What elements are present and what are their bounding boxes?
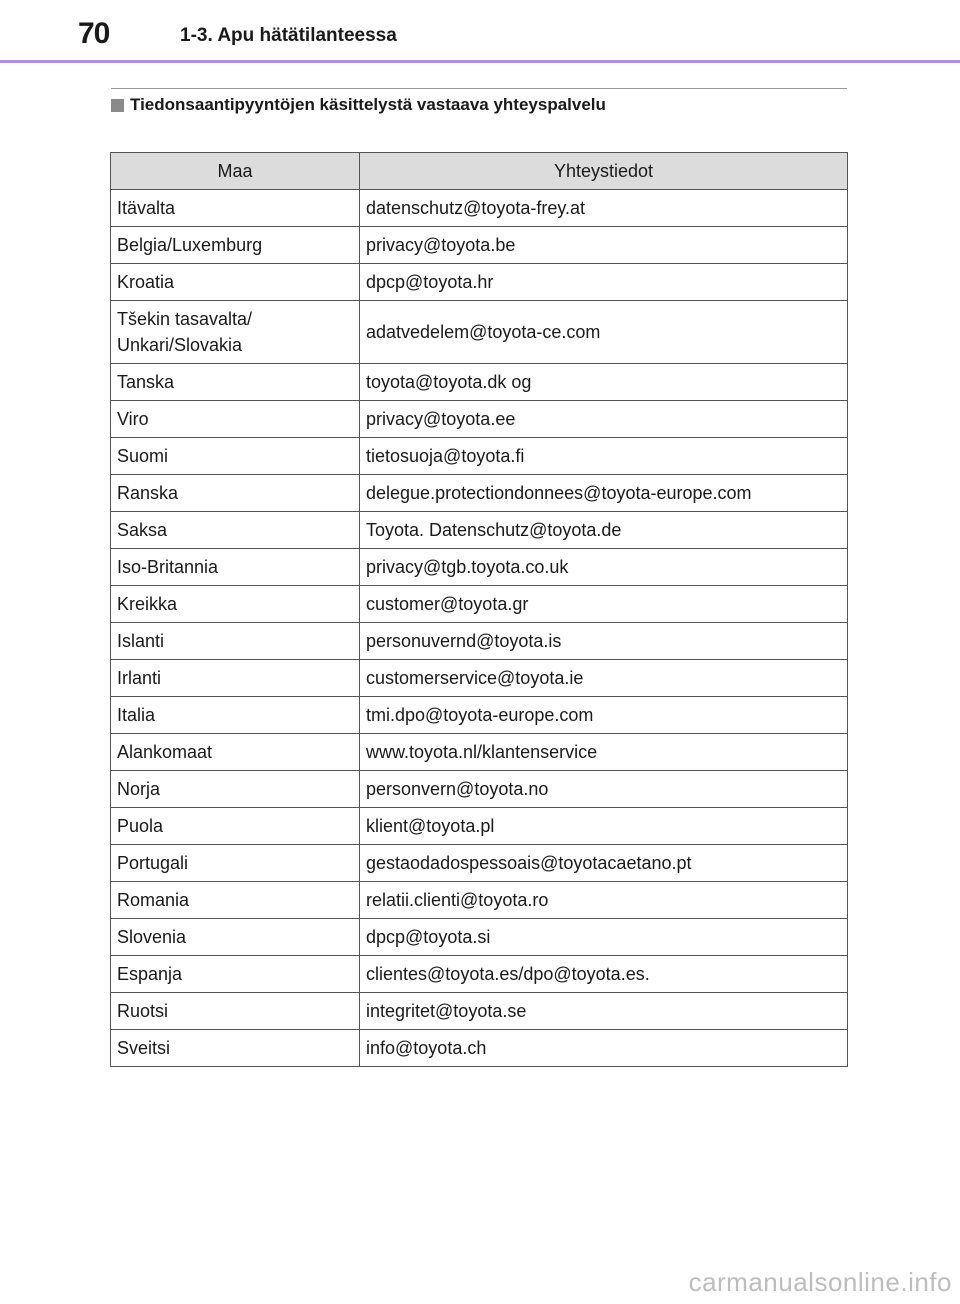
country-cell: Tanska [111,364,360,401]
contact-cell: tietosuoja@toyota.fi [360,438,848,475]
table-row [111,364,848,401]
country-cell: Itävalta [111,190,360,227]
country-cell: Puola [111,808,360,845]
country-cell: Islanti [111,623,360,660]
contact-cell: dpcp@toyota.hr [360,264,848,301]
country-cell: Iso-Britannia [111,549,360,586]
table-row [111,993,848,1030]
country-cell: Ruotsi [111,993,360,1030]
contact-cell: personvern@toyota.no [360,771,848,808]
country-cell: Viro [111,401,360,438]
column-header-contact: Yhteystiedot [360,153,848,190]
contact-cell: customerservice@toyota.ie [360,660,848,697]
header-rule [0,60,960,63]
contact-cell: toyota@toyota.dk og [360,364,848,401]
contact-table [110,152,848,1067]
country-cell: Sveitsi [111,1030,360,1067]
table-row [111,956,848,993]
contact-cell: privacy@toyota.ee [360,401,848,438]
country-cell: Irlanti [111,660,360,697]
table-row [111,190,848,227]
contact-cell: customer@toyota.gr [360,586,848,623]
table-row [111,623,848,660]
contact-cell: clientes@toyota.es/dpo@toyota.es. [360,956,848,993]
contact-cell: www.toyota.nl/klantenservice [360,734,848,771]
contact-cell: Toyota. Datenschutz@toyota.de [360,512,848,549]
country-cell: Kreikka [111,586,360,623]
table-row [111,919,848,956]
contact-cell: privacy@tgb.toyota.co.uk [360,549,848,586]
table-row [111,697,848,734]
subheading [111,94,606,116]
contact-cell: dpcp@toyota.si [360,919,848,956]
table-row [111,438,848,475]
country-cell: Alankomaat [111,734,360,771]
contact-cell: adatvedelem@toyota-ce.com [360,301,848,364]
country-cell: Italia [111,697,360,734]
table-row [111,808,848,845]
table-row [111,660,848,697]
country-cell: Espanja [111,956,360,993]
table-row [111,1030,848,1067]
contact-cell: tmi.dpo@toyota-europe.com [360,697,848,734]
table-row [111,401,848,438]
table-row [111,771,848,808]
contact-cell: info@toyota.ch [360,1030,848,1067]
country-cell: Portugali [111,845,360,882]
section-title: 1-3. Apu hätätilanteessa [180,25,397,46]
contact-cell: privacy@toyota.be [360,227,848,264]
table-header-row [111,153,848,190]
subheading-text: Tiedonsaantipyyntöjen käsittelystä vastaava yhteyspalvelu [130,95,606,114]
contact-cell: personuvernd@toyota.is [360,623,848,660]
contact-cell: datenschutz@toyota-frey.at [360,190,848,227]
table-row [111,475,848,512]
column-header-country: Maa [111,153,360,190]
table-row [111,586,848,623]
country-cell: Suomi [111,438,360,475]
divider [111,88,847,89]
page-number: 70 [78,17,110,50]
country-cell: Belgia/Luxemburg [111,227,360,264]
watermark: carmanualsonline.info [688,1267,952,1297]
table-row [111,845,848,882]
table-row [111,882,848,919]
country-cell: Ranska [111,475,360,512]
contact-cell: klient@toyota.pl [360,808,848,845]
contact-cell: gestaodadospessoais@toyotacaetano.pt [360,845,848,882]
contact-cell: integritet@toyota.se [360,993,848,1030]
table-row [111,301,848,364]
country-cell: Tšekin tasavalta/ Unkari/Slovakia [111,301,360,364]
country-cell: Saksa [111,512,360,549]
table-row [111,227,848,264]
table-row [111,734,848,771]
table-row [111,512,848,549]
country-cell: Slovenia [111,919,360,956]
country-cell: Romania [111,882,360,919]
contact-cell: delegue.protectiondonnees@toyota-europe.com [360,475,848,512]
page-header [0,0,960,64]
table-row [111,549,848,586]
square-bullet-icon [111,99,124,112]
contact-cell: relatii.clienti@toyota.ro [360,882,848,919]
country-cell: Kroatia [111,264,360,301]
table-row [111,264,848,301]
country-cell: Norja [111,771,360,808]
